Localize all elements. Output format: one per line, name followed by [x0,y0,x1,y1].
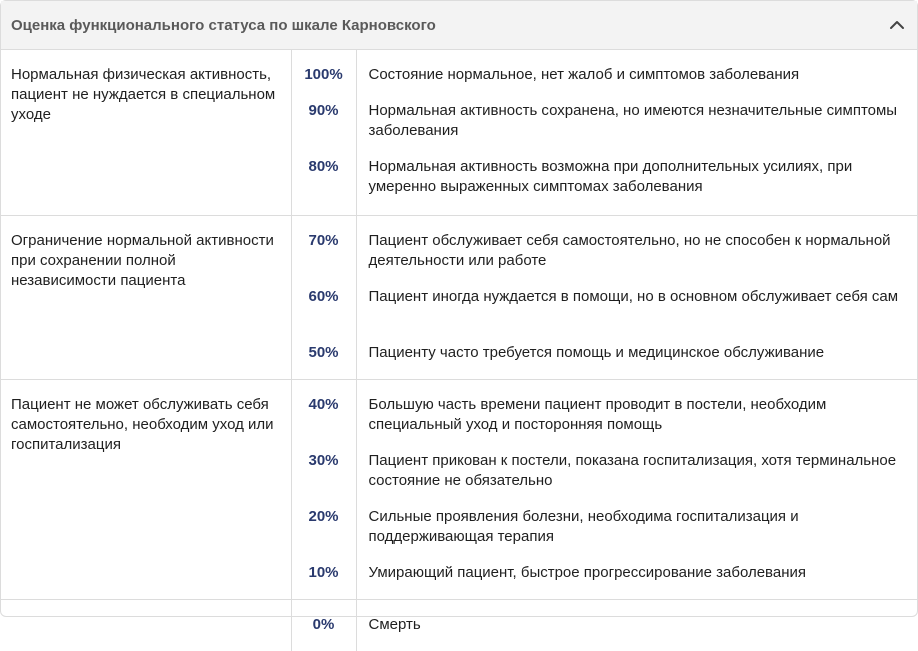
description-cell [356,50,917,215]
percent-value: 80% [308,158,339,175]
description-text: Пациент обслуживает себя самостоятельно, но не способен к нормальной деятельности или работе [368,231,891,269]
description-text: Пациент иногда нуждается в помощи, но в основном обслуживает себя сам [368,287,899,305]
description-text: Состояние нормальное, нет жалоб и симптомов заболевания [368,66,800,83]
category-cell: Нормальная физическая активность, пациент не нуждается в специальном уходе [1,50,291,215]
category-cell: Пациент не может обслуживать себя самостоятельно, необходим уход или госпитализация [1,379,291,599]
percent-value: 50% [308,343,339,361]
percent-value: 20% [308,507,339,525]
description-text: Смерть [368,615,421,633]
description-text: Сильные проявления болезни, необходима госпитализация и поддерживающая терапия [368,507,799,545]
table-row [1,50,917,215]
percent-cell [291,379,356,599]
percent-value: 70% [308,231,339,249]
description-text: Нормальная активность сохранена, но имеются незначительные симптомы заболевания [368,102,898,139]
karnofsky-table [1,50,917,651]
description-text: Большую часть времени пациент проводит в постели, необходим специальный уход и посторонняя помощь [368,395,827,433]
percent-value: 10% [308,563,339,581]
description-text: Умирающий пациент, быстрое прогрессирование заболевания [368,563,806,581]
description-text: Нормальная активность возможна при дополнительных усилиях, при умеренно выраженных симптомах заболевания [368,158,853,195]
table-row [1,215,917,379]
chevron-up-icon[interactable] [887,15,907,35]
percent-value: 0% [312,615,335,633]
percent-value: 60% [308,287,339,305]
percent-cell [291,50,356,215]
percent-cell [291,599,356,651]
category-cell [1,599,291,651]
description-cell [356,215,917,379]
description-cell [356,599,917,651]
table-row [1,379,917,599]
category-cell: Ограничение нормальной активности при сохранении полной независимости пациента [1,215,291,379]
panel-title: Оценка функционального статуса по шкале Карновского [11,16,436,34]
percent-cell [291,215,356,379]
percent-value: 40% [308,395,339,413]
percent-value: 100% [304,66,343,83]
percent-value: 90% [308,102,339,119]
percent-value: 30% [308,451,339,469]
description-text: Пациент прикован к постели, показана госпитализация, хотя терминальное состояние не обязательно [368,451,897,489]
description-text: Пациенту часто требуется помощь и медицинское обслуживание [368,343,825,361]
panel-header[interactable] [1,1,917,50]
description-cell [356,379,917,599]
table-row [1,599,917,651]
